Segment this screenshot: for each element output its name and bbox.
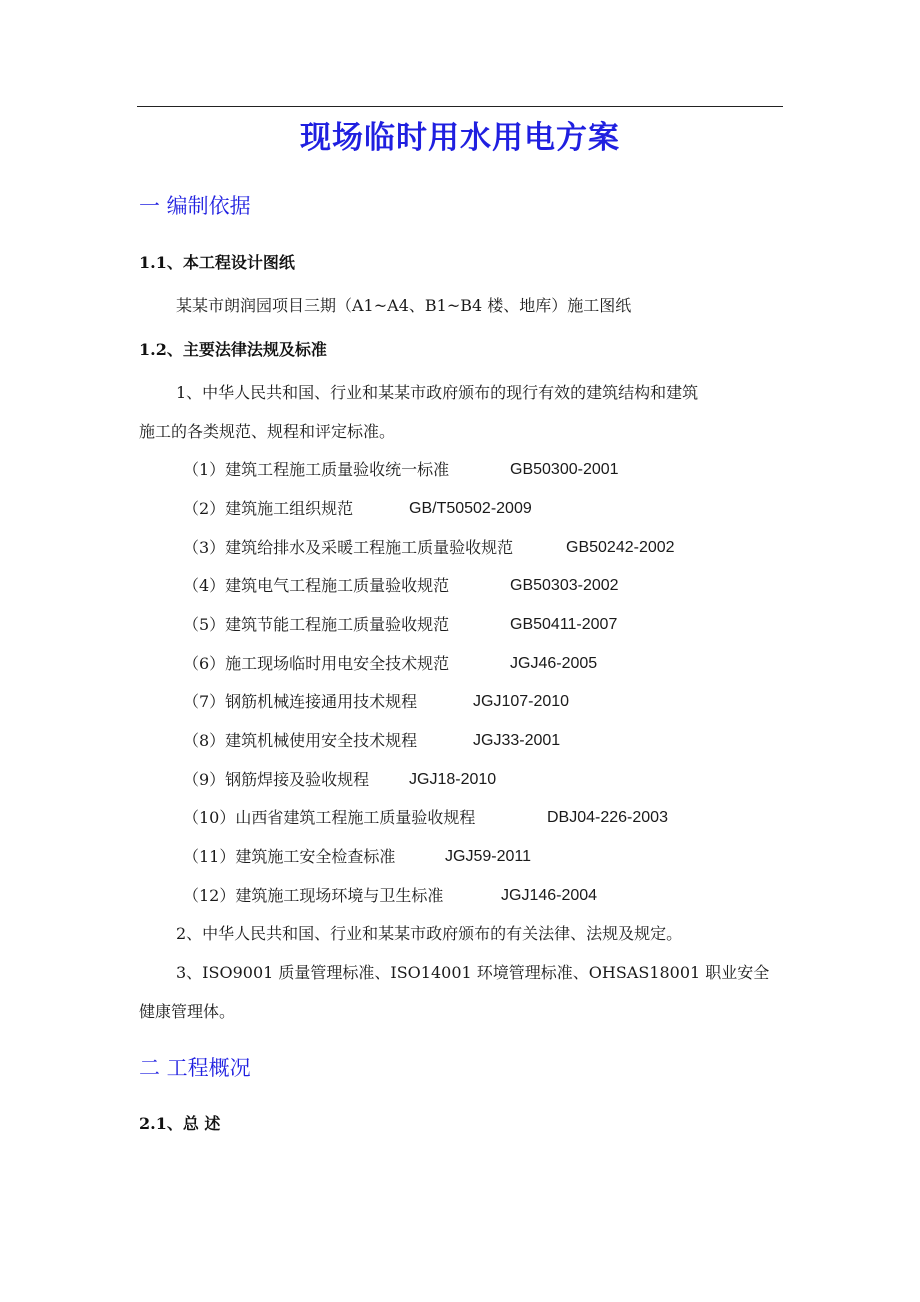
paragraph-1-line-2: 施工的各类规范、规程和评定标准。 bbox=[139, 422, 396, 441]
standard-item-name: （10）山西省建筑工程施工质量验收规程 bbox=[183, 808, 476, 827]
standard-item-code: JGJ107-2010 bbox=[473, 693, 570, 710]
paragraph-1-line-1: 1、中华人民共和国、行业和某某市政府颁布的现行有效的建筑结构和建筑 bbox=[176, 383, 699, 402]
standard-item-code: DBJ04-226-2003 bbox=[547, 809, 668, 826]
standard-item-name: （4）建筑电气工程施工质量验收规范 bbox=[183, 576, 450, 595]
paragraph-3-line-1: 3、ISO9001 质量管理标准、ISO14001 环境管理标准、OHSAS18001 职业安全 bbox=[176, 963, 770, 982]
section-heading-1: 一 编制依据 bbox=[139, 194, 251, 218]
standard-item-code: GB50242-2002 bbox=[566, 539, 675, 556]
standard-item-code: JGJ59-2011 bbox=[445, 848, 531, 865]
standard-item-name: （5）建筑节能工程施工质量验收规范 bbox=[183, 615, 450, 634]
subsection-heading-2-1: 2.1、总 述 bbox=[139, 1114, 221, 1133]
standard-item-code: GB50411-2007 bbox=[510, 616, 618, 633]
paragraph-3-line-2: 健康管理体。 bbox=[139, 1002, 236, 1021]
standard-item-code: GB/T50502-2009 bbox=[409, 500, 532, 517]
design-drawings-text: 某某市朗润园项目三期（A1~A4、B1~B4 楼、地库）施工图纸 bbox=[176, 296, 632, 315]
header-rule bbox=[137, 106, 783, 107]
document-title: 现场临时用水用电方案 bbox=[300, 120, 620, 156]
standard-item-code: GB50300-2001 bbox=[510, 461, 619, 478]
standard-item-name: （7）钢筋机械连接通用技术规程 bbox=[183, 692, 418, 711]
standard-item-code: JGJ33-2001 bbox=[473, 732, 561, 749]
standard-item-name: （6）施工现场临时用电安全技术规范 bbox=[183, 654, 450, 673]
standard-item-code: JGJ46-2005 bbox=[510, 655, 598, 672]
standard-item-name: （12）建筑施工现场环境与卫生标准 bbox=[183, 886, 444, 905]
standard-item-code: JGJ146-2004 bbox=[501, 887, 598, 904]
standard-item-name: （11）建筑施工安全检查标准 bbox=[183, 847, 396, 866]
paragraph-2: 2、中华人民共和国、行业和某某市政府颁布的有关法律、法规及规定。 bbox=[176, 924, 683, 943]
standard-item-name: （2）建筑施工组织规范 bbox=[183, 499, 354, 518]
standard-item-name: （8）建筑机械使用安全技术规程 bbox=[183, 731, 418, 750]
subsection-heading-1-1: 1.1、本工程设计图纸 bbox=[139, 253, 295, 272]
standard-item-code: JGJ18-2010 bbox=[409, 771, 497, 788]
standard-item-name: （9）钢筋焊接及验收规程 bbox=[183, 770, 370, 789]
subsection-heading-1-2: 1.2、主要法律法规及标准 bbox=[139, 340, 327, 359]
section-heading-2: 二 工程概况 bbox=[139, 1056, 251, 1080]
standard-item-name: （1）建筑工程施工质量验收统一标准 bbox=[183, 460, 450, 479]
standard-item-name: （3）建筑给排水及采暖工程施工质量验收规范 bbox=[183, 538, 514, 557]
standard-item-code: GB50303-2002 bbox=[510, 577, 619, 594]
